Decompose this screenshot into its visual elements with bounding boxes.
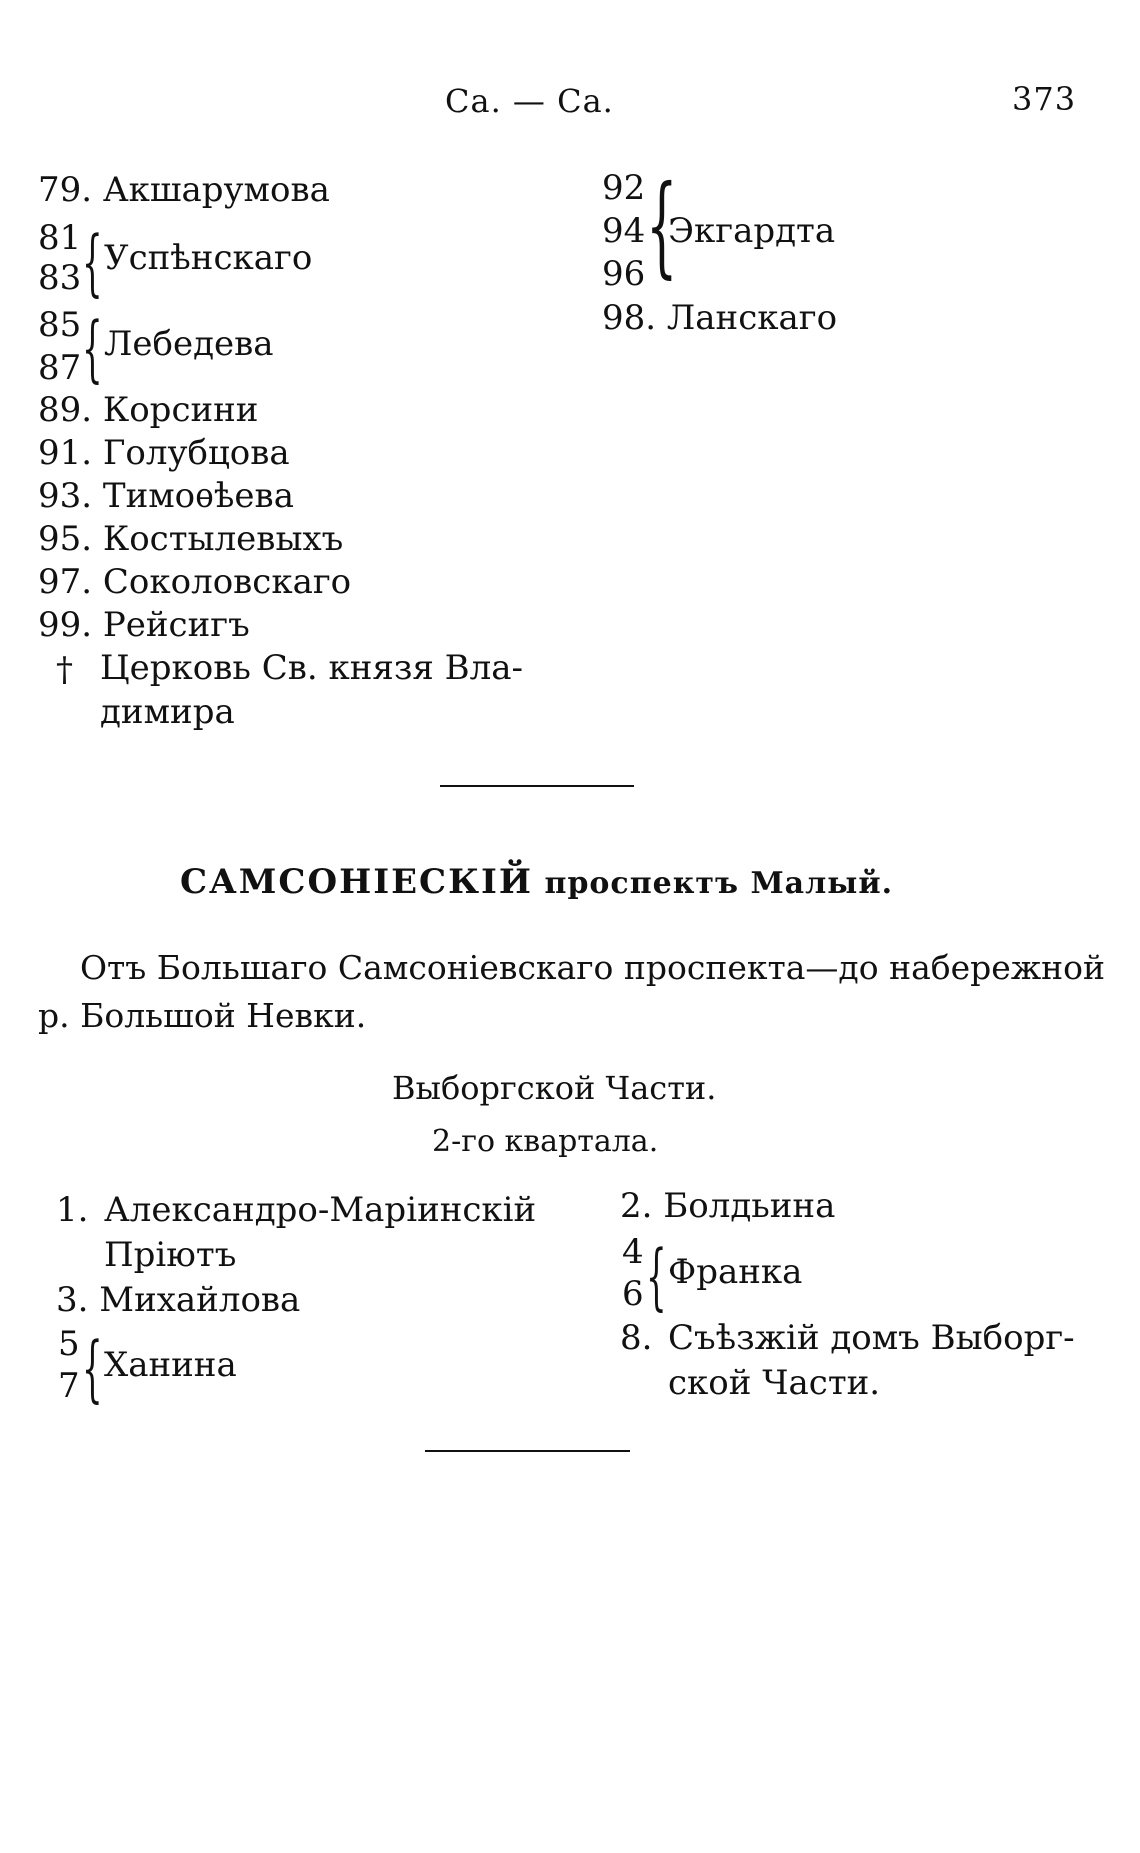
brace-glyph: { xyxy=(646,161,678,289)
house-number: 6 xyxy=(622,1274,644,1314)
house-number: 93. xyxy=(38,476,93,516)
house-number: 87 xyxy=(38,348,82,388)
divider xyxy=(440,785,634,787)
owner-name: Церковь Св. князя Вла- xyxy=(100,648,523,688)
section-title xyxy=(180,862,893,902)
house-number: 1. xyxy=(56,1190,89,1230)
owner-name-continued: ской Части. xyxy=(668,1363,881,1403)
brace-glyph: { xyxy=(646,1234,667,1318)
house-number: 95. xyxy=(38,519,93,559)
house-number: 98. xyxy=(602,298,657,338)
list-item xyxy=(38,390,258,430)
house-number: 2. xyxy=(620,1186,653,1226)
owner-name: Экгардта xyxy=(668,211,836,251)
owner-name: Акшарумова xyxy=(102,170,330,210)
owner-name: Костылевыхъ xyxy=(102,519,344,559)
section-description-continued: р. Большой Невки. xyxy=(38,996,367,1035)
brace-glyph: { xyxy=(82,306,103,390)
house-number: 8. xyxy=(620,1318,653,1358)
list-item xyxy=(602,298,837,338)
house-number: 79. xyxy=(38,170,93,210)
owner-name: Ханина xyxy=(104,1345,237,1385)
house-number: 91. xyxy=(38,433,93,473)
section-description: Отъ Большаго Самсоніевскаго проспекта—до набережной xyxy=(80,948,1106,987)
district-heading: Выборгской Части. xyxy=(392,1069,717,1107)
list-item xyxy=(38,605,250,645)
house-number: 97. xyxy=(38,562,93,602)
house-number: 3. xyxy=(56,1280,89,1320)
divider xyxy=(425,1450,630,1452)
owner-name-continued: Пріютъ xyxy=(104,1235,237,1275)
list-item xyxy=(38,433,290,473)
list-item xyxy=(38,562,351,602)
house-number: 5 xyxy=(58,1324,80,1364)
section-title-rest: проспектъ Малый. xyxy=(544,866,894,901)
list-item xyxy=(38,476,294,516)
house-number: 96 xyxy=(602,254,646,294)
page-number: 373 xyxy=(1012,80,1077,118)
owner-name: Корсини xyxy=(102,390,259,430)
list-item xyxy=(620,1186,835,1226)
brace-glyph: { xyxy=(82,1326,103,1410)
running-title: Са. — Са. xyxy=(445,82,614,120)
owner-name: Александро-Маріинскій xyxy=(104,1190,537,1230)
list-item xyxy=(38,519,343,559)
owner-name-continued: димира xyxy=(100,692,235,732)
owner-name: Тимоѳѣева xyxy=(102,476,294,516)
house-number: 83 xyxy=(38,258,82,298)
house-number: 99. xyxy=(38,605,93,645)
house-number: 81 xyxy=(38,218,82,258)
cross-icon: † xyxy=(56,650,73,690)
house-number: 4 xyxy=(622,1232,644,1272)
owner-name: Михайлова xyxy=(99,1280,301,1320)
house-number: 92 xyxy=(602,168,646,208)
owner-name: Рейсигъ xyxy=(102,605,250,645)
section-title-name: САМСОНІЕСКІЙ xyxy=(180,862,534,902)
owner-name: Лебедева xyxy=(104,324,274,364)
house-number: 94 xyxy=(602,211,646,251)
owner-name: Голубцова xyxy=(102,433,290,473)
list-item xyxy=(56,1280,300,1320)
house-number: 89. xyxy=(38,390,93,430)
house-number: 85 xyxy=(38,305,82,345)
brace-glyph: { xyxy=(82,220,103,304)
owner-name: Болдьина xyxy=(663,1186,836,1226)
owner-name: Ланскаго xyxy=(666,298,838,338)
owner-name: Франка xyxy=(668,1252,803,1292)
list-item xyxy=(38,170,330,210)
owner-name: Соколовскаго xyxy=(102,562,352,602)
owner-name: Съѣзжій домъ Выборг- xyxy=(668,1318,1075,1358)
quarter-heading: 2-го квартала. xyxy=(432,1124,659,1159)
house-number: 7 xyxy=(58,1366,80,1406)
owner-name: Успѣнскаго xyxy=(104,238,313,278)
